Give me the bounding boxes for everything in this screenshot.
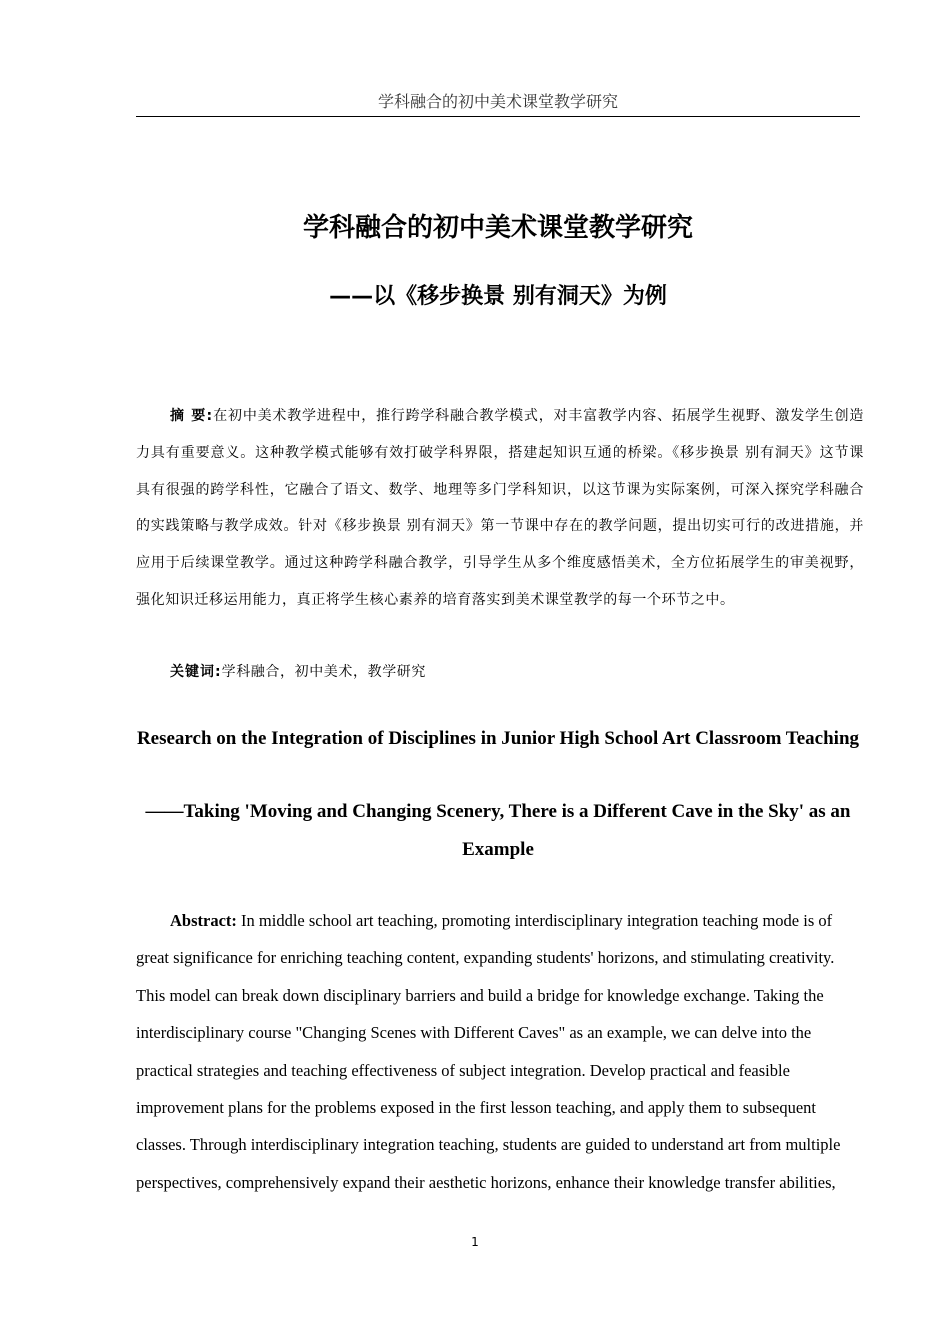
english-subtitle: ——Taking 'Moving and Changing Scenery, There is a Different Cave in the Sky' as an Example bbox=[145, 801, 851, 860]
english-abstract bbox=[136, 902, 854, 1201]
page-number: 1 bbox=[471, 1235, 479, 1249]
paper-title: 学科融合的初中美术课堂教学研究 bbox=[302, 213, 693, 243]
english-abstract-label: Abstract: bbox=[170, 911, 237, 930]
english-abstract-text: In middle school art teaching, promoting interdisciplinary integration teaching mode is of great significance for enriching teaching content, expanding students' horizons, and stimulating creativity. This model can break down disciplinary barriers and build a bridge for knowledge exchange. Taking the interdisciplinary course "Changing Scenes with Different Caves" as an example, we can delve into the practical strategies and teaching effectiveness of subject integration. Develop practical and feasible improvement plans for the problems exposed in the first lesson teaching, and apply them to subsequent classes. Through interdisciplinary integration teaching, students are guided to understand art from multiple perspectives, comprehensively expand their aesthetic horizons, enhance their knowledge transfer abilities, bbox=[136, 911, 841, 1192]
running-header: 学科融合的初中美术课堂教学研究 bbox=[136, 90, 860, 117]
chinese-abstract-text: 在初中美术教学进程中，推行跨学科融合教学模式，对丰富教学内容、拓展学生视野、激发学生创造力具有重要意义。这种教学模式能够有效打破学科界限，搭建起知识互通的桥梁。《移步换景 别有洞天》这节课具有很强的跨学科性，它融合了语文、数学、地理等多门学科知识，以这节课为实际案例，可深入探究学科融合的实践策略与教学成效。针对《移步换景 别有洞天》第一节课中存在的教学问题，提出切实可行的改进措施，并应用于后续课堂教学。通过这种跨学科融合教学，引导学生从多个维度感悟美术，全方位拓展学生的审美视野，强化知识迁移运用能力，真正将学生核心素养的培育落实到美术课堂教学的每一个环节之中。 bbox=[136, 408, 864, 608]
chinese-abstract bbox=[136, 398, 864, 619]
chinese-keywords bbox=[170, 654, 860, 690]
chinese-keywords-label: 关键词: bbox=[170, 664, 222, 680]
english-title: Research on the Integration of Disciplines in Junior High School Art Classroom Teaching bbox=[136, 728, 860, 749]
paper-subtitle: ——以《移步换景 别有洞天》为例 bbox=[329, 284, 667, 309]
chinese-abstract-label: 摘 要: bbox=[170, 408, 214, 424]
chinese-keywords-text: 学科融合，初中美术，教学研究 bbox=[221, 664, 427, 680]
